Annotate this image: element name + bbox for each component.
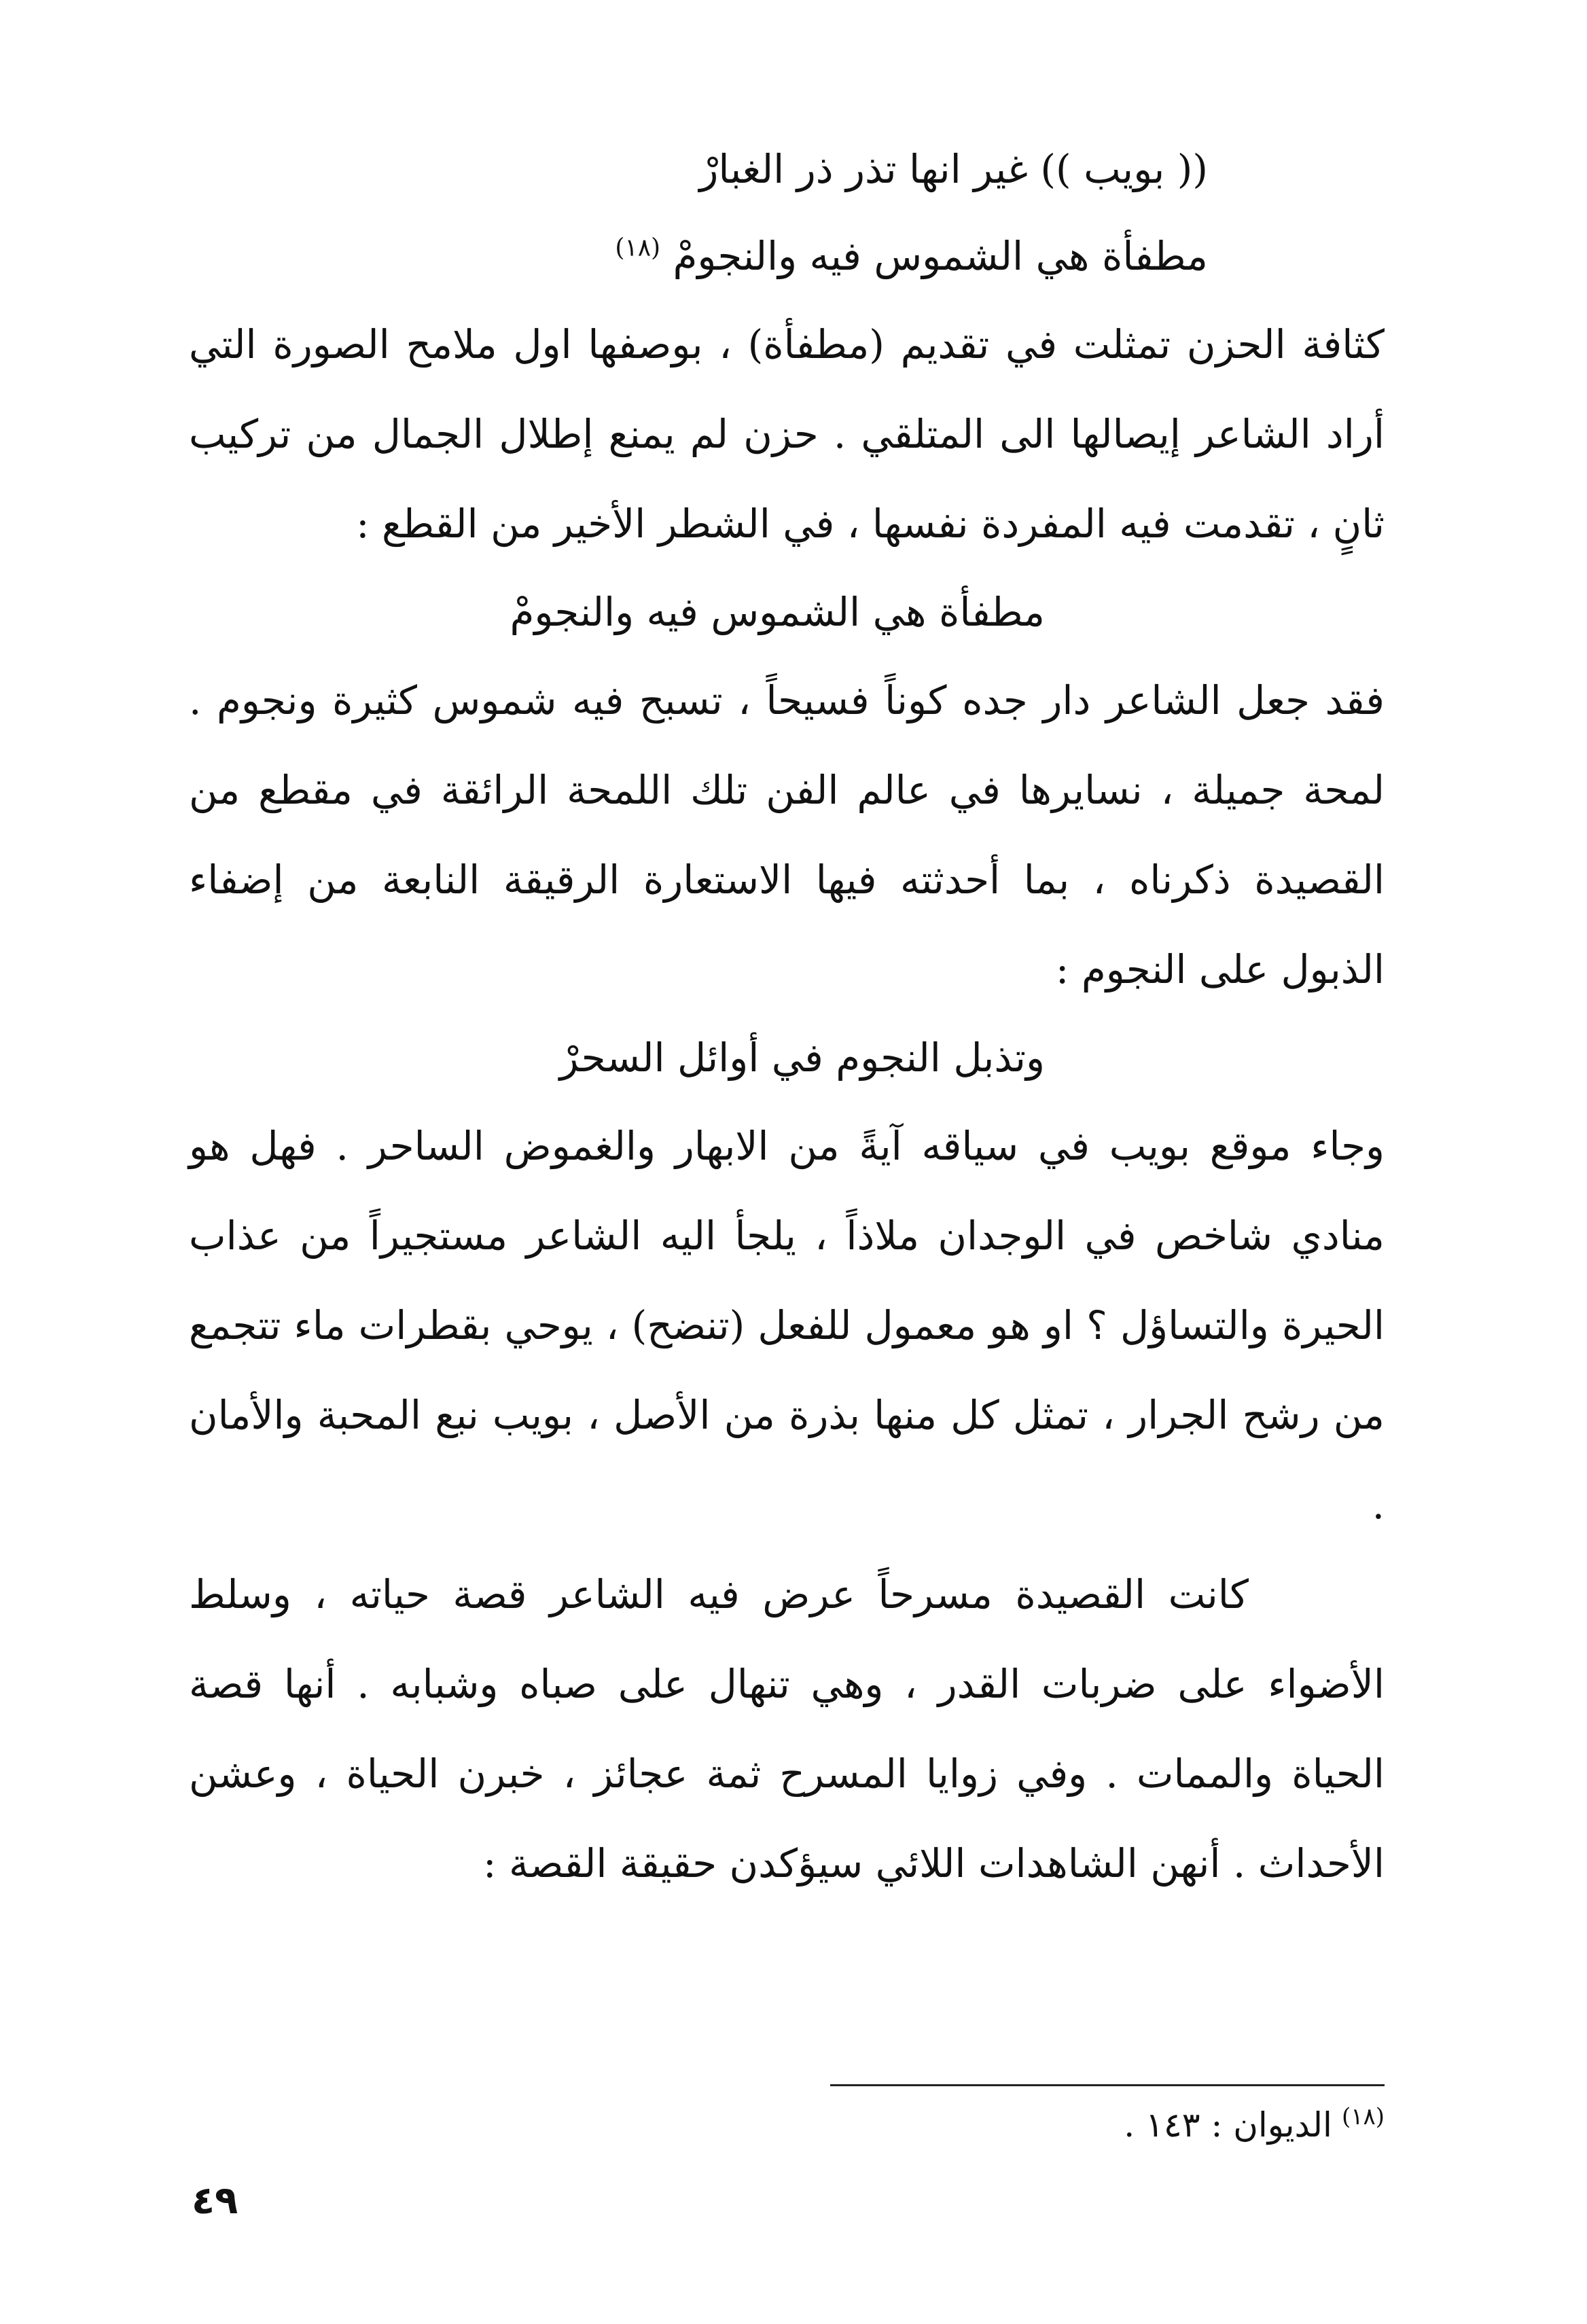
footnote-marker: (١٨) <box>1341 2103 1385 2131</box>
body-paragraph: كثافة الحزن تمثلت في تقديم (مطفأة) ، بوصفها اول ملامح الصورة التي أراد الشاعر إيصالها الى المتلقي . حزن لم يمنع إطلال الجمال من تركيب ثانٍ ، تقدمت فيه المفردة نفسها ، في الشطر الأخير من القطع : <box>189 321 1385 547</box>
poem-verse: وتذبل النجوم في أوائل السحرْ <box>559 1035 1045 1081</box>
footnote-reference: (١٨) <box>615 234 661 262</box>
page-number: ٤٩ <box>192 2179 238 2223</box>
poem-verse: مطفأة هي الشموس فيه والنجومْ <box>510 589 1045 635</box>
poem-verse: مطفأة هي الشموس فيه والنجومْ $^{(١٨)}$ <box>615 233 1208 279</box>
footnote-divider <box>830 2084 1385 2086</box>
body-paragraph: كانت القصيدة مسرحاً عرض فيه الشاعر قصة حياته ، وسلط الأضواء على ضربات القدر ، وهي تنهال على صباه وشبابه . أنها قصة الحياة والممات . وفي زوايا المسرح ثمة عجائز ، خبرن الحياة ، وعشن الأحداث . أنهن الشاهدات اللائي سيؤكدن حقيقة القصة : <box>189 1571 1385 1887</box>
footnote-text: الديوان : ١٤٣ . <box>1124 2105 1332 2145</box>
body-paragraph: فقد جعل الشاعر دار جده كوناً فسيحاً ، تسبح فيه شموس كثيرة ونجوم . لمحة جميلة ، نسايرها في عالم الفن تلك اللمحة الرائقة في مقطع من القصيدة ذكرناه ، بما أحدثته فيها الاستعارة الرقيقة النابعة من إضفاء الذبول على النجوم : <box>189 677 1385 993</box>
page-body <box>189 126 1385 1908</box>
poem-verse: (( بويب )) غير انها تذر ذر الغبارْ <box>699 146 1208 192</box>
body-paragraph: وجاء موقع بويب في سياقه آيةً من الابهار والغموض الساحر . فهل هو منادي شاخص في الوجدان ملاذاً ، يلجأ اليه الشاعر مستجيراً من عذاب الحيرة والتساؤل ؟ او هو معمول للفعل (تنضح) ، يوحي بقطرات ماء تتجمع من رشح الجرار ، تمثل كل منها بذرة من الأصل ، بويب نبع المحبة والأمان . <box>189 1123 1385 1528</box>
footnote <box>1124 2092 1385 2158</box>
